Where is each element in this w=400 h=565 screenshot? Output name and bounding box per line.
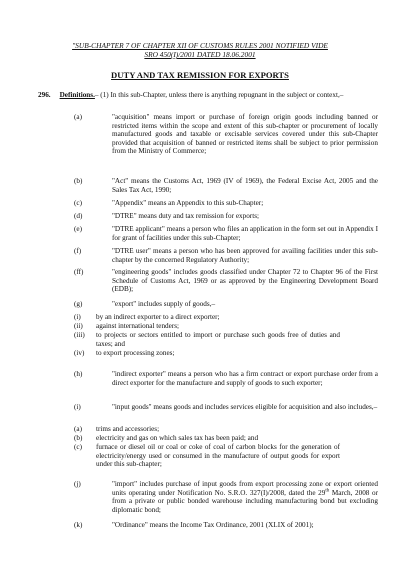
definition-label: (e) xyxy=(74,225,82,233)
definition-label: (h) xyxy=(74,370,83,378)
section-heading: Definitions. xyxy=(59,91,95,99)
sub-item-text: to export processing zones; xyxy=(96,349,175,357)
sub-item-text: to projects or sectors entitled to import or purchase such goods free of duties and taxes; and xyxy=(96,331,340,348)
definition-label: (g) xyxy=(74,300,83,308)
sub-item-label: (iii) xyxy=(74,331,85,339)
date-superscript: th xyxy=(325,488,330,494)
definition-label: (f) xyxy=(74,247,82,255)
definition-text: "Ordinance" means the Income Tax Ordinance, 2001 (XLIX of 2001); xyxy=(112,521,314,529)
definition-text xyxy=(112,480,378,514)
definition-label: (ff) xyxy=(74,268,84,276)
definition-text: "Act" means the Customs Act, 1969 (IV of 1969), the Federal Excise Act, 2005 and the Sales Tax Act, 1990; xyxy=(112,177,378,194)
sub-item-label: (c) xyxy=(74,443,82,451)
section-text: – (1) In this sub-Chapter, unless there is anything repugnant in the subject or context,– xyxy=(94,91,344,99)
definition-text: "export" includes supply of goods,– xyxy=(112,300,216,308)
definition-label: (j) xyxy=(74,480,81,488)
sub-item-label: (iv) xyxy=(74,349,85,357)
sub-item-text: furnace or diesel oil or coal or coke of coal of carbon blocks for the generation of electricity/energy used or consumed in the manufacture of output goods for export under this sub-chapter; xyxy=(96,443,340,469)
sub-item-text: electricity and gas on which sales tax has been paid; and xyxy=(96,434,259,442)
section-intro xyxy=(38,91,364,100)
definition-label: (a) xyxy=(74,113,82,121)
header-line-2: SRO 450(I)/2001 DATED 18.06.2001 xyxy=(144,50,256,59)
definition-label: (b) xyxy=(74,177,83,185)
definition-label: (d) xyxy=(74,212,83,220)
definition-text: "DTRE applicant" means a person who files an application in the form set out in Appendix I for grant of facilities under this sub-Chapter; xyxy=(112,225,378,242)
section-number: 296. xyxy=(38,91,51,99)
document-title: DUTY AND TAX REMISSION FOR EXPORTS xyxy=(111,70,289,80)
sub-item-text: trims and accessories; xyxy=(96,425,160,433)
definition-label: (i) xyxy=(74,403,81,411)
definition-text: "engineering goods" includes goods classified under Chapter 72 to Chapter 96 of the First Schedule of Customs Act, 1969 or as approved by the Engineering Development Board (EDB); xyxy=(112,268,378,294)
sub-item-label: (ii) xyxy=(74,322,83,330)
definition-text: "indirect exporter" means a person who has a firm contract or export purchase order from a direct exporter for the manufacture and supply of goods to such exporter; xyxy=(112,370,378,387)
definition-text: "Appendix" means an Appendix to this sub-Chapter; xyxy=(112,199,264,207)
import-text-start: "import" includes purchase of input goods from export processing zone or export oriented units operating under Notification No. S.R.O. 327(I)/2008, dated the 29 xyxy=(112,480,378,497)
sub-item-text: against international tenders; xyxy=(96,322,180,330)
definition-text: "acquisition" means import or purchase of foreign origin goods including banned or restricted items within the scope and extent of this sub-chapter or procurement of locally manufactured goods and taxable or excisable services covered under this sub-Chapter provided that acquisition of banned or restricted items shall be subject to prior permission from the Ministry of Commerce; xyxy=(112,113,378,156)
definition-text: "DTRE user" means a person who has been approved for availing facilities under this sub-chapter by the concerned Regulatory Authority; xyxy=(112,247,378,264)
sub-item-label: (b) xyxy=(74,434,83,442)
import-text-end: March, 2008 or from a private or public bonded warehouse including manufacturing bond but excluding diplomatic bond; xyxy=(112,488,378,514)
definition-label: (k) xyxy=(74,521,83,529)
definition-text: "input goods" means goods and includes services eligible for acquisition and also includes,– xyxy=(112,403,378,411)
definition-text: "DTRE" means duty and tax remission for exports; xyxy=(112,212,259,220)
header-line-1: "SUB-CHAPTER 7 OF CHAPTER XII OF CUSTOMS RULES 2001 NOTIFIED VIDE xyxy=(72,41,328,50)
sub-item-label: (a) xyxy=(74,425,82,433)
sub-item-label: (i) xyxy=(74,313,81,321)
sub-item-text: by an indirect exporter to a direct exporter; xyxy=(96,313,220,321)
definition-label: (c) xyxy=(74,199,82,207)
